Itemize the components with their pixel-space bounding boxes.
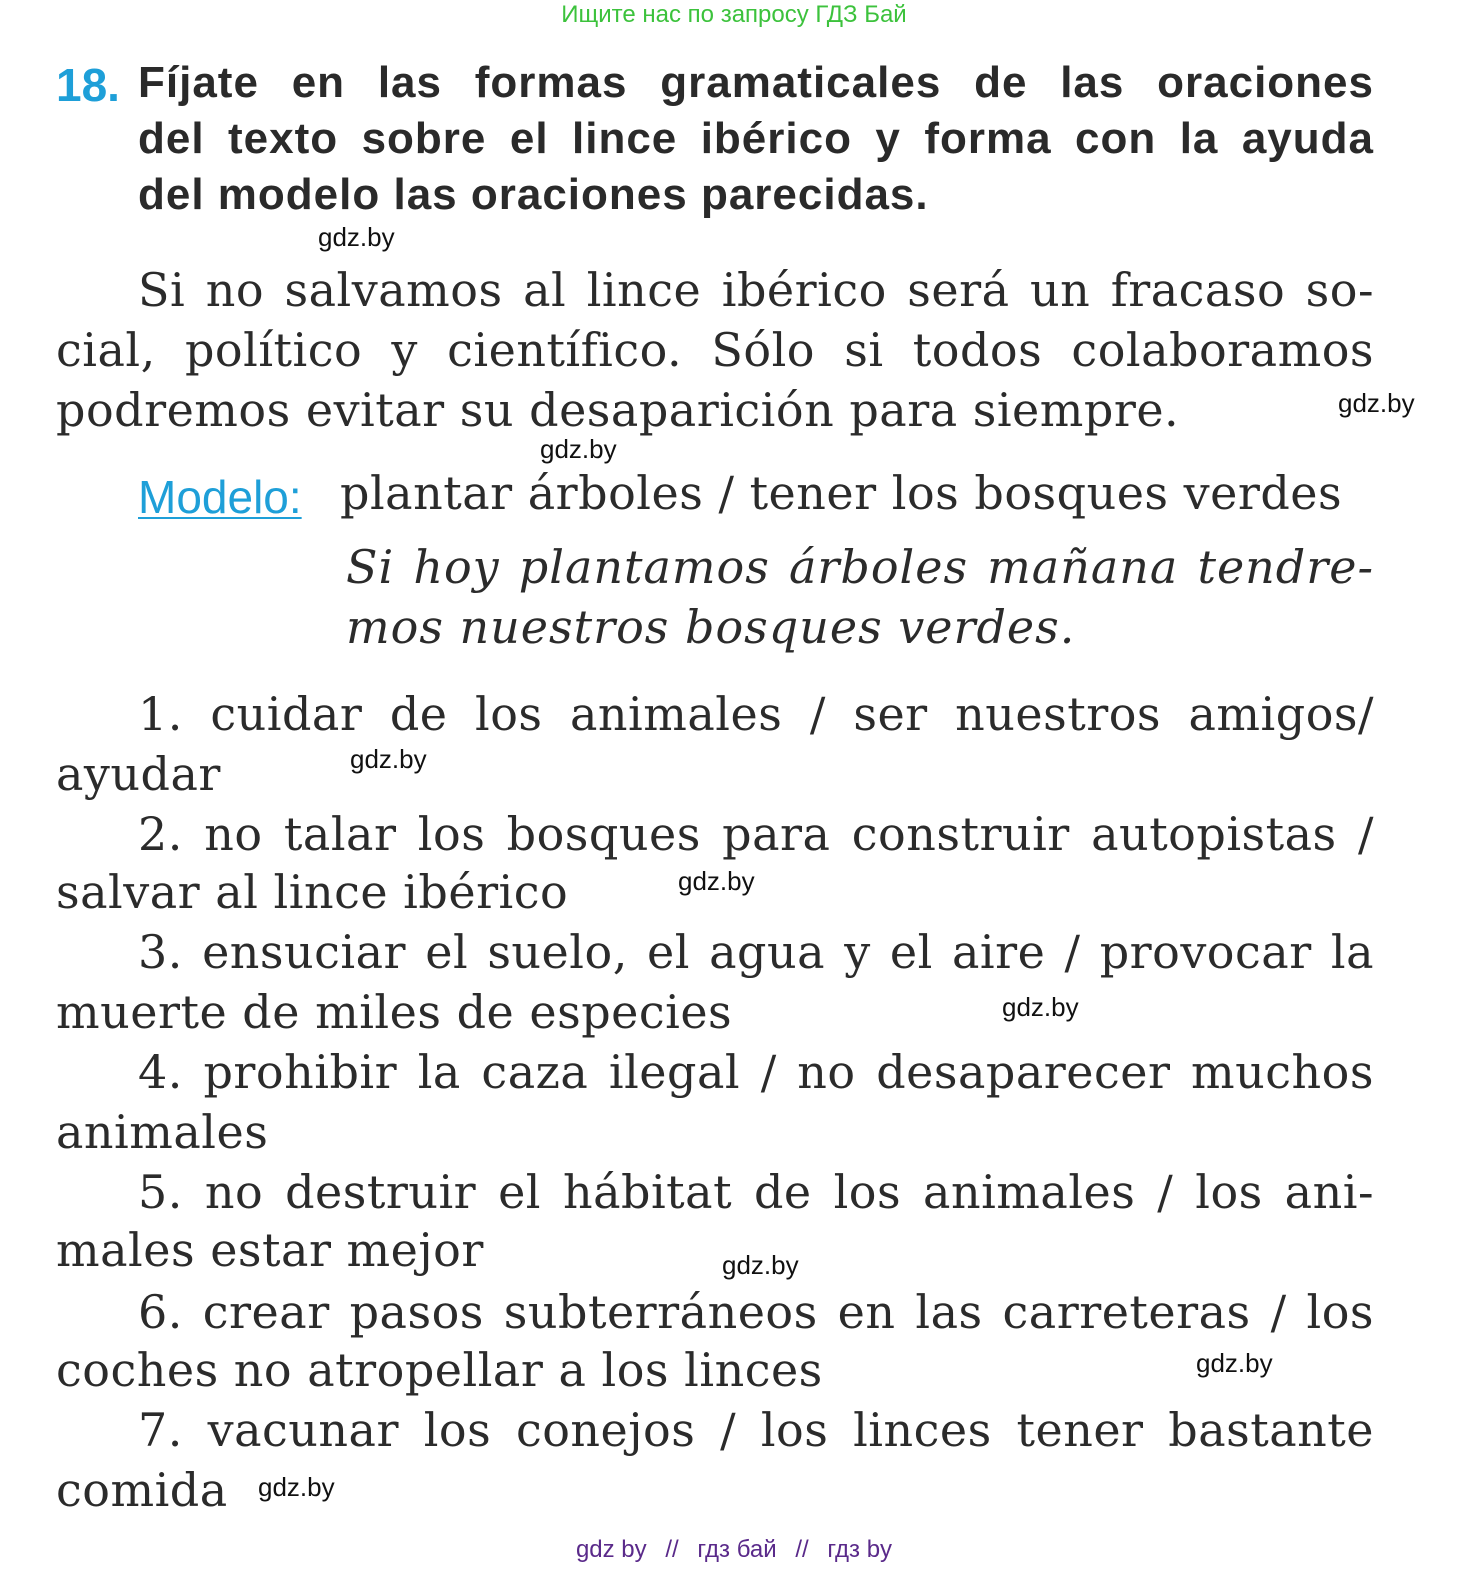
watermark: gdz.by <box>258 1472 335 1502</box>
text-line: Si no salvamos al lince ibérico será un fracaso so- <box>138 263 1374 317</box>
text-line: cial, político y científico. Sólo si todos colaboramos <box>56 323 1374 377</box>
item-line: 2. no talar los bosques para construir autopistas / <box>138 807 1374 861</box>
model-example-line: mos nuestros bosques verdes. <box>346 600 1076 654</box>
footer-separator: // <box>665 1536 679 1563</box>
watermark: gdz.by <box>1196 1348 1273 1378</box>
top-banner: Ищите нас по запросу ГДЗ Бай <box>561 1 907 28</box>
model-label: Modelo: <box>138 471 302 523</box>
footer-separator: // <box>795 1536 809 1563</box>
item-line: males estar mejor <box>56 1223 484 1277</box>
item-line: salvar al lince ibérico <box>56 865 569 919</box>
watermark: gdz.by <box>1338 388 1415 418</box>
footer-link[interactable]: гдз бай <box>697 1536 777 1563</box>
exercise-number: 18. <box>56 59 120 111</box>
item-line: muerte de miles de especies <box>56 985 733 1039</box>
watermark: gdz.by <box>678 866 755 896</box>
item-line: 5. no destruir el hábitat de los animales / los ani- <box>138 1165 1374 1219</box>
item-line: 3. ensuciar el suelo, el agua y el aire / provocar la <box>138 925 1374 979</box>
model-prompt: plantar árboles / tener los bosques verdes <box>340 466 1343 520</box>
watermark: gdz.by <box>722 1250 799 1280</box>
item-line: coches no atropellar a los linces <box>56 1343 823 1397</box>
instruction-line: del texto sobre el lince ibérico y forma con la ayuda <box>138 114 1374 163</box>
item-line: comida <box>56 1463 228 1517</box>
item-line: 7. vacunar los conejos / los linces tener bastante <box>138 1403 1374 1457</box>
watermark: gdz.by <box>318 222 395 252</box>
text-line: podremos evitar su desaparición para siempre. <box>56 383 1180 437</box>
item-line: 1. cuidar de los animales / ser nuestros amigos/ <box>138 687 1374 741</box>
instruction-line: del modelo las oraciones parecidas. <box>138 170 929 219</box>
watermark: gdz.by <box>540 434 617 464</box>
item-line: 4. prohibir la caza ilegal / no desaparecer muchos <box>138 1045 1374 1099</box>
model-example-line: Si hoy plantamos árboles mañana tendre- <box>346 540 1374 594</box>
footer-link[interactable]: гдз by <box>827 1536 893 1563</box>
watermark: gdz.by <box>350 744 427 774</box>
instruction-line: Fíjate en las formas gramaticales de las oraciones <box>138 58 1374 107</box>
item-line: ayudar <box>56 747 221 801</box>
footer-link[interactable]: gdz by <box>575 1536 647 1563</box>
watermark: gdz.by <box>1002 992 1079 1022</box>
footer <box>0 1536 1468 1564</box>
item-line: animales <box>56 1105 269 1159</box>
item-line: 6. crear pasos subterráneos en las carreteras / los <box>138 1285 1374 1339</box>
